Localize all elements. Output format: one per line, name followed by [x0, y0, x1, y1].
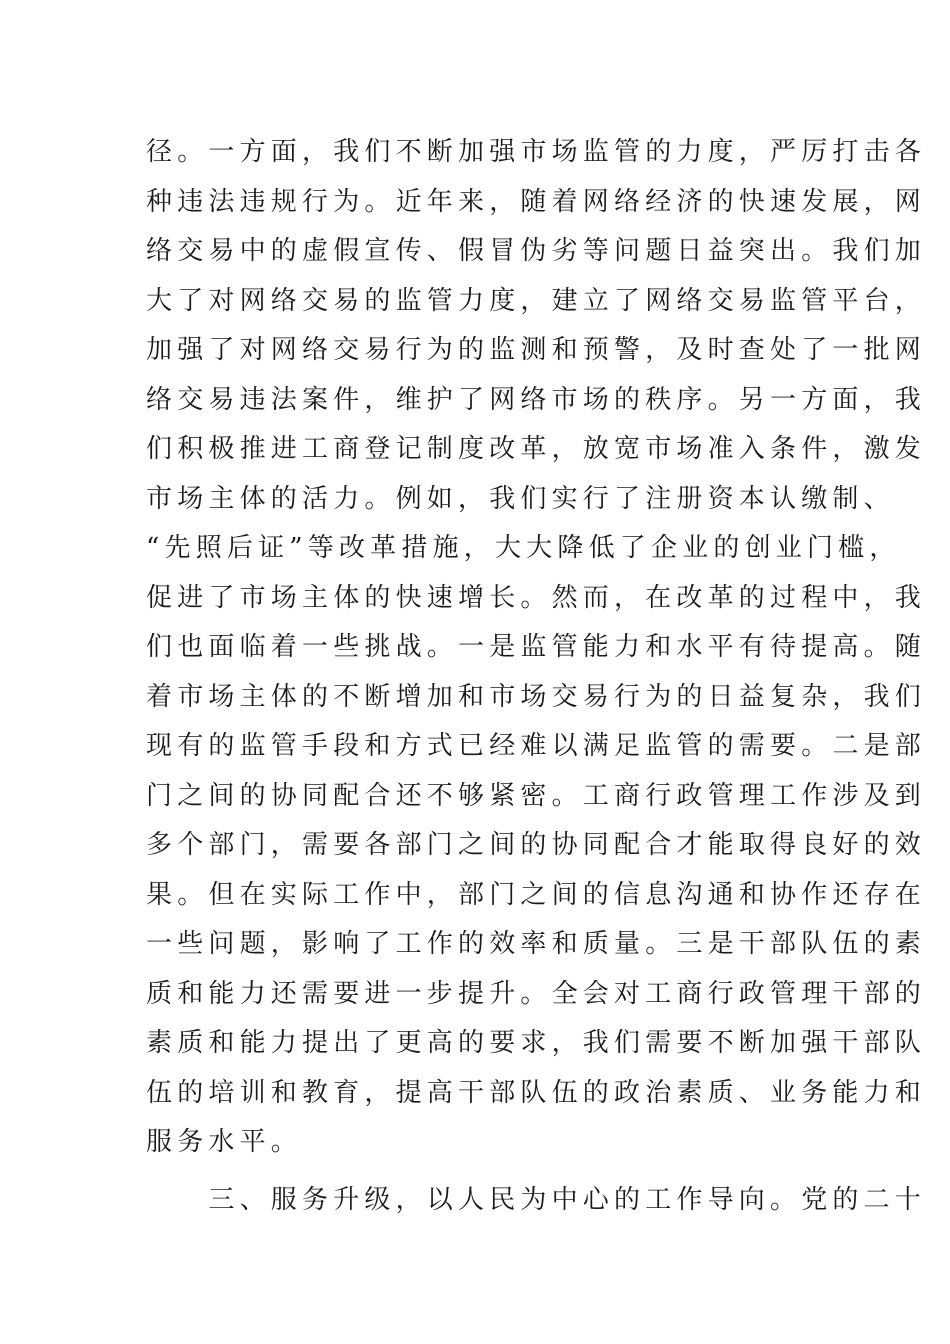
text-line: 市场主体的活力。例如，我们实行了注册资本认缴制、	[146, 483, 895, 514]
text-line: 素质和能力提出了更高的要求，我们需要不断加强干部队	[146, 1028, 927, 1058]
section-heading-line: 三、服务升级，以人民为中心的工作导向。党的二十	[146, 1184, 927, 1215]
body-text	[146, 128, 927, 1225]
text-line: 果。但在实际工作中，部门之间的信息沟通和协作还存在	[146, 879, 927, 910]
text-line: “先照后证”等改革措施，大大降低了企业的创业门槛，	[146, 533, 901, 563]
text-line: 伍的培训和教育，提高干部队伍的政治素质、业务能力和	[146, 1077, 927, 1108]
text-line: 促进了市场主体的快速增长。然而，在改革的过程中，我	[146, 582, 927, 613]
text-line: 多个部门，需要各部门之间的协同配合才能取得良好的效	[146, 830, 927, 860]
text-line: 着市场主体的不断增加和市场交易行为的日益复杂，我们	[146, 681, 927, 712]
text-line: 质和能力还需要进一步提升。全会对工商行政管理干部的	[146, 978, 927, 1009]
text-line: 们也面临着一些挑战。一是监管能力和水平有待提高。随	[146, 632, 927, 662]
text-line: 络交易违法案件，维护了网络市场的秩序。另一方面，我	[146, 384, 927, 415]
text-line: 大了对网络交易的监管力度，建立了网络交易监管平台，	[146, 285, 927, 316]
text-line: 服务水平。	[146, 1127, 303, 1157]
text-line: 们积极推进工商登记制度改革，放宽市场准入条件，激发	[146, 434, 927, 464]
text-line: 种违法违规行为。近年来，随着网络经济的快速发展，网	[146, 186, 927, 217]
text-line: 门之间的协同配合还不够紧密。工商行政管理工作涉及到	[146, 780, 927, 811]
text-line: 径。一方面，我们不断加强市场监管的力度，严厉打击各	[146, 137, 927, 167]
text-line: 络交易中的虚假宣传、假冒伪劣等问题日益突出。我们加	[146, 236, 927, 266]
text-line: 一些问题，影响了工作的效率和质量。三是干部队伍的素	[146, 929, 927, 959]
text-line: 现有的监管手段和方式已经难以满足监管的需要。二是部	[146, 731, 927, 761]
text-line: 加强了对网络交易行为的监测和预警，及时查处了一批网	[146, 335, 927, 365]
